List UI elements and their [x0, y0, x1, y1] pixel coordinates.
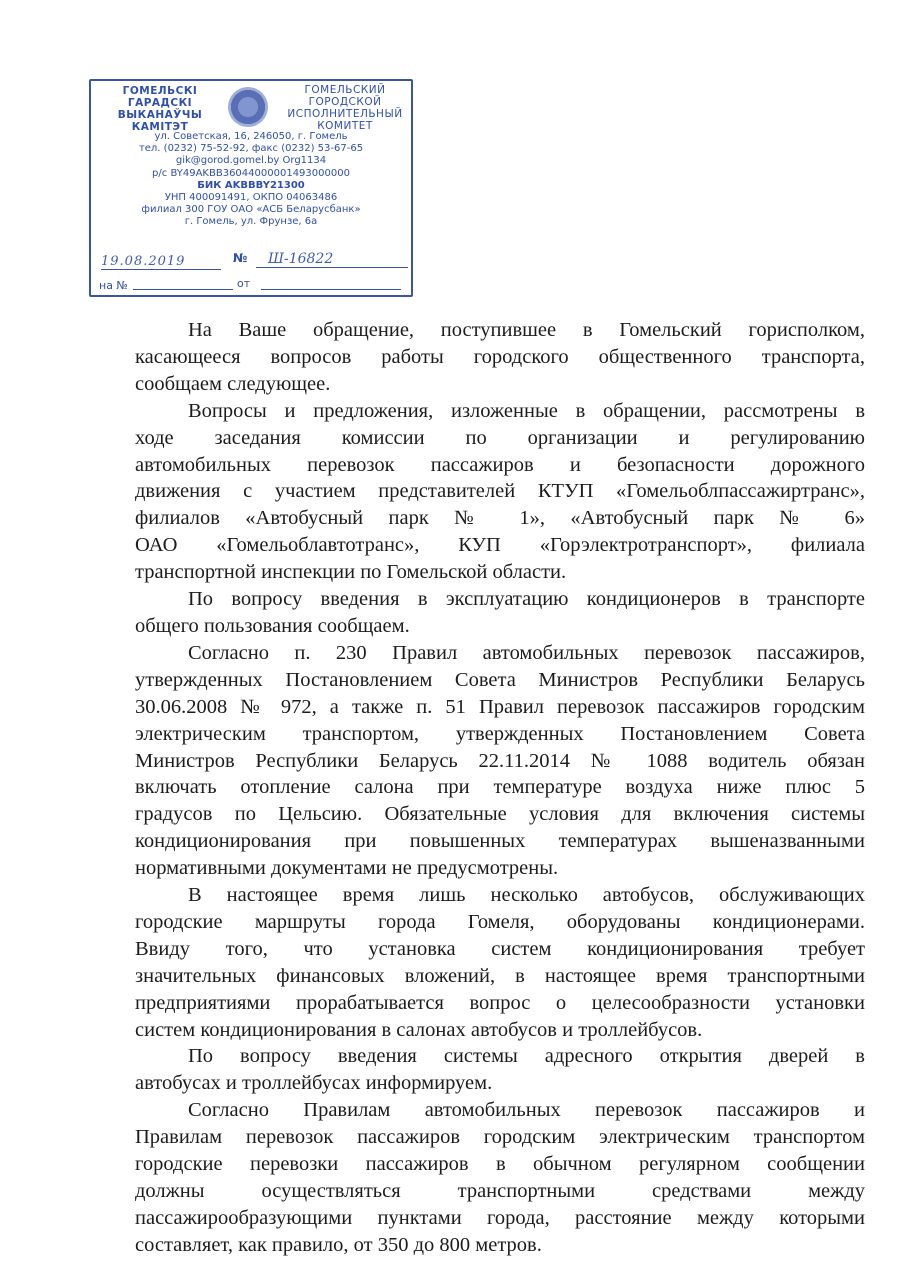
stamp-email: gik@gorod.gomel.by Org1134	[175, 155, 327, 167]
stamp-bank: филиал 300 ГОУ ОАО «АСБ Беларусбанк»	[141, 204, 361, 216]
text-line: По вопросу введения в эксплуатацию кондиционеров в транспорте	[188, 588, 865, 611]
text-line: Ввиду того, что установка систем кондиционирования требует	[135, 937, 865, 960]
text-line: включать отопление салона при температуре воздуха ниже плюс 5	[135, 776, 865, 799]
stamp-unp: УНП 400091491, ОКПО 04063486	[164, 192, 338, 204]
text-line: Вопросы и предложения, изложенные в обращении, рассмотрены в	[188, 399, 865, 422]
text-line: Согласно Правилам автомобильных перевозок пассажиров и	[188, 1099, 865, 1122]
paragraph	[135, 317, 865, 398]
stamp-title-line: ГОМЕЛЬСКІ	[122, 85, 198, 97]
handwritten-date: 19.08.2019	[101, 254, 221, 270]
handwritten-outgoing-number: Ш-16822	[256, 251, 408, 268]
letterhead-stamp	[89, 79, 413, 297]
stamp-title-line: ИСПОЛНИТЕЛЬНЫЙ	[287, 108, 403, 120]
stamp-phone: тел. (0232) 75-52-92, факс (0232) 53-67-65	[138, 143, 364, 155]
paragraph	[135, 586, 865, 640]
number-label: №	[233, 251, 248, 265]
text-line: В настоящее время лишь несколько автобусов, обслуживающих	[188, 884, 865, 907]
stamp-title-line: ВЫКАНАЎЧЫ	[117, 109, 203, 121]
stamp-title-line: КАМІТЭТ	[131, 121, 189, 133]
stamp-title-line: ГОРОДСКОЙ	[308, 96, 382, 108]
text-line: Правилам перевозок пассажиров городским электрическим транспортом	[135, 1126, 865, 1149]
paragraph	[135, 640, 865, 882]
text-line: движения с участием представителей КТУП «Гомельоблпассажиртранс»,	[135, 480, 865, 503]
letter-body	[135, 317, 865, 1259]
text-line: значительных финансовых вложений, в настоящее время транспортными	[135, 964, 865, 987]
text-line: ОАО «Гомельоблавтотранс», КУП «Горэлектротранспорт», филиала	[135, 534, 865, 557]
text-line: нормативными документами не предусмотрены.	[135, 857, 559, 880]
stamp-bank-address: г. Гомель, ул. Фрунзе, 6а	[184, 216, 318, 228]
stamp-title-russian	[285, 84, 405, 132]
text-line: утвержденных Постановлением Совета Министров Республики Беларусь	[135, 668, 865, 691]
text-line: должны осуществляться транспортными средствами между	[135, 1180, 865, 1202]
stamp-address: ул. Советская, 16, 246050, г. Гомель	[154, 131, 348, 142]
paragraph	[135, 882, 865, 1043]
text-line: городские маршруты города Гомеля, оборудованы кондиционерами.	[135, 910, 865, 933]
stamp-details	[91, 131, 411, 229]
text-line: автобусах и троллейбусах информируем.	[135, 1072, 493, 1095]
paragraph	[135, 1043, 865, 1097]
text-line: По вопросу введения системы адресного открытия дверей в	[188, 1045, 865, 1068]
stamp-title-belarusian	[105, 85, 215, 133]
reference-number-blank	[133, 289, 233, 290]
text-line: автомобильных перевозок пассажиров и безопасности дорожного	[135, 453, 865, 476]
text-line: кондиционирования при повышенных температурах вышеназванными	[135, 830, 865, 853]
reference-date-blank	[261, 289, 401, 290]
text-line: касающееся вопросов работы городского общественного транспорта,	[135, 345, 865, 368]
paragraph	[135, 398, 865, 586]
text-line: составляет, как правило, от 350 до 800 метров.	[135, 1233, 542, 1256]
text-line: пассажирообразующими пунктами города, расстояние между которыми	[135, 1206, 865, 1229]
stamp-title-line: ГОМЕЛЬСКИЙ	[304, 84, 386, 96]
text-line: филиалов «Автобусный парк № 1», «Автобусный парк № 6»	[135, 507, 865, 530]
text-line: сообщаем следующее.	[135, 372, 331, 395]
stamp-bik: БИК AKBBBY21300	[197, 179, 305, 191]
text-line: предприятиями прорабатывается вопрос о целесообразности установки	[135, 991, 865, 1014]
text-line: ходе заседания комиссии по организации и регулированию	[135, 426, 865, 449]
text-line: электрическим транспортом, утвержденных Постановлением Совета	[135, 722, 865, 745]
text-line: транспортной инспекции по Гомельской области.	[135, 561, 567, 584]
stamp-title-line: ГАРАДСКІ	[127, 97, 193, 109]
text-line: градусов по Цельсию. Обязательные условия для включения системы	[135, 803, 865, 826]
stamp-account: р/с BY49AKBB36044000001493000000	[152, 167, 350, 179]
text-line: На Ваше обращение, поступившее в Гомельский горисполком,	[188, 319, 865, 341]
text-line: общего пользования сообщаем.	[135, 614, 410, 637]
coat-of-arms-emblem-icon	[228, 87, 268, 127]
reference-number-label: на №	[99, 279, 128, 292]
stamp-title-line: КОМИТЕТ	[317, 120, 373, 132]
paragraph	[135, 1097, 865, 1258]
text-line: систем кондиционирования в салонах автобусов и троллейбусов.	[135, 1018, 703, 1041]
text-line: Согласно п. 230 Правил автомобильных перевозок пассажиров,	[188, 641, 865, 664]
text-line: Министров Республики Беларусь 22.11.2014 № 1088 водитель обязан	[135, 749, 865, 772]
reference-date-label: от	[237, 277, 251, 290]
text-line: 30.06.2008 № 972, а также п. 51 Правил перевозок пассажиров городским	[135, 695, 865, 718]
text-line: городские перевозки пассажиров в обычном регулярном сообщении	[135, 1153, 865, 1176]
